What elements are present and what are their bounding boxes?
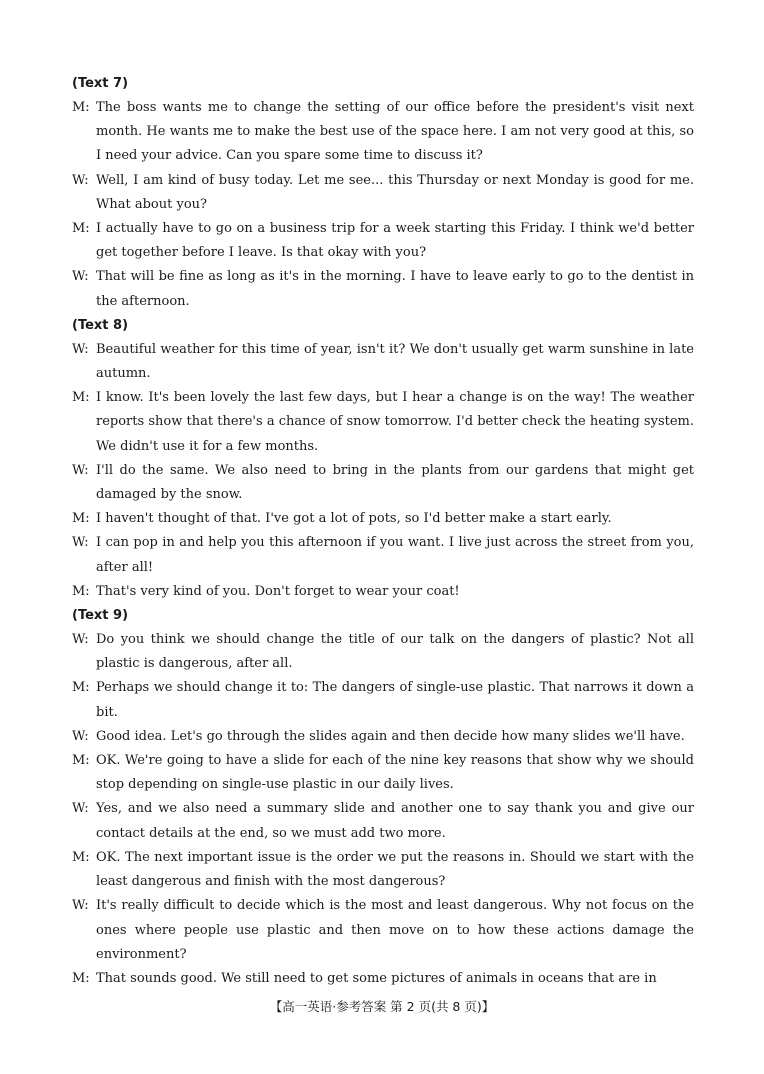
dialogue-line	[72, 217, 694, 265]
dialogue-text: I actually have to go on a business trip for a week starting this Friday. I think we'd better get together before I leave. Is that okay with you?	[96, 221, 694, 261]
speaker-label: W:	[72, 341, 89, 357]
dialogue-line	[72, 676, 694, 724]
dialogue-text: Do you think we should change the title of our talk on the dangers of plastic? Not all plastic is dangerous, after all.	[96, 632, 694, 672]
speaker-label: M:	[72, 753, 90, 769]
dialogue-text: Well, I am kind of busy today. Let me see... this Thursday or next Monday is good for me. What about you?	[96, 172, 694, 212]
speaker-label: W:	[72, 535, 89, 551]
section-heading: (Text 7)	[72, 76, 129, 91]
speaker-label: M:	[72, 849, 90, 865]
dialogue-text: The boss wants me to change the setting of our office before the president's visit next month. He wants me to make the best use of the space here. I am not very good at this, so I need your advice. Can you spare some time to discuss it?	[96, 100, 694, 164]
section-text-9	[72, 604, 694, 991]
dialogue-line	[72, 169, 694, 217]
dialogue-text: Good idea. Let's go through the slides again and then decide how many slides we'll have.	[96, 728, 685, 744]
dialogue-line	[72, 628, 694, 676]
dialogue-text: I'll do the same. We also need to bring in the plants from our gardens that might get damaged by the snow.	[96, 462, 694, 503]
dialogue-line	[72, 580, 694, 604]
speaker-label: W:	[72, 632, 89, 648]
dialogue-line	[72, 531, 694, 579]
dialogue-line	[72, 894, 694, 967]
page-footer: 【高一英语·参考答案 第 2 页(共 8 页)】	[269, 999, 495, 1014]
dialogue-line	[72, 749, 694, 797]
section-text-8	[72, 314, 694, 604]
section-heading: (Text 9)	[72, 608, 129, 624]
dialogue-text: Perhaps we should change it to: The dangers of single-use plastic. That narrows it down a bit.	[96, 680, 694, 720]
dialogue-text: Yes, and we also need a summary slide and another one to say thank you and give our contact details at the end, so we must add two more.	[96, 801, 694, 841]
speaker-label: M:	[72, 583, 90, 599]
dialogue-line	[72, 459, 694, 507]
section-heading: (Text 8)	[72, 317, 129, 333]
dialogue-text: It's really difficult to decide which is the most and least dangerous. Why not focus on the ones where people use plastic and then move on to how these actions damage the environment?	[96, 898, 694, 962]
speaker-label: M:	[72, 511, 90, 527]
dialogue-text: OK. We're going to have a slide for each of the nine key reasons that show why we should stop depending on single-use plastic in our daily lives.	[96, 753, 694, 793]
dialogue-text: That's very kind of you. Don't forget to wear your coat!	[96, 583, 460, 599]
dialogue-text: That sounds good. We still need to get some pictures of animals in oceans that are in	[96, 970, 657, 986]
dialogue-text: That will be fine as long as it's in the morning. I have to leave early to go to the dentist in the afternoon.	[96, 269, 694, 309]
speaker-label: W:	[72, 269, 89, 285]
dialogue-line	[72, 507, 694, 531]
speaker-label: W:	[72, 898, 89, 914]
speaker-label: M:	[72, 390, 90, 406]
dialogue-text: OK. The next important issue is the order we put the reasons in. Should we start with the least dangerous and finish with the most dangerous?	[96, 849, 694, 890]
dialogue-text: I haven't thought of that. I've got a lot of pots, so I'd better make a start early.	[96, 511, 612, 527]
dialogue-text: Beautiful weather for this time of year, isn't it? We don't usually get warm sunshine in late autumn.	[96, 341, 694, 382]
dialogue-line	[72, 386, 694, 459]
dialogue-line	[72, 797, 694, 845]
dialogue-line	[72, 96, 694, 169]
speaker-label: M:	[72, 100, 90, 115]
dialogue-line	[72, 725, 694, 749]
dialogue-text: I can pop in and help you this afternoon if you want. I live just across the street from you, after all!	[96, 535, 694, 575]
dialogue-line	[72, 338, 694, 386]
speaker-label: W:	[72, 172, 89, 188]
speaker-label: W:	[72, 462, 89, 478]
dialogue-line	[72, 967, 694, 991]
speaker-label: M:	[72, 221, 90, 237]
speaker-label: M:	[72, 970, 90, 986]
section-text-7	[72, 72, 694, 314]
speaker-label: W:	[72, 728, 89, 744]
transcript	[72, 72, 694, 991]
dialogue-line	[72, 265, 694, 313]
speaker-label: M:	[72, 680, 90, 696]
dialogue-line	[72, 846, 694, 894]
speaker-label: W:	[72, 801, 89, 817]
dialogue-text: I know. It's been lovely the last few days, but I hear a change is on the way! The weather reports show that there's a chance of snow tomorrow. I'd better check the heating system. We didn't use it for a few months.	[96, 390, 694, 454]
